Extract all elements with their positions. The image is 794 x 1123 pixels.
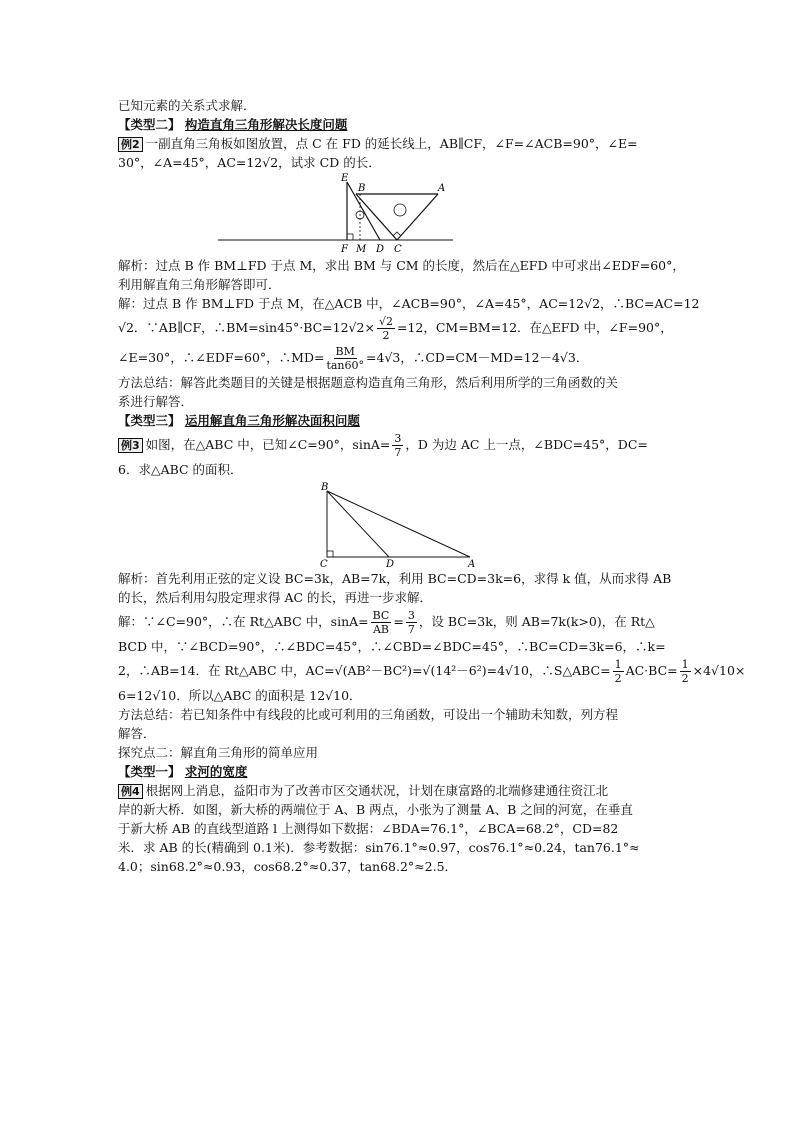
fraction-numerator: 1 — [681, 658, 689, 671]
segment-BD — [327, 491, 389, 557]
triangle-abc-diagram — [118, 479, 678, 569]
section2-problem-line2: 岸的新大桥．如图，新大桥的两端位于 A、B 两点，小张为了测量 A、B 之间的河宽，在垂直 — [118, 802, 633, 817]
fraction-denominator: 2 — [681, 672, 689, 685]
section2-problem-line4: 米．求 AB 的长(精确到 0.1米)．参考数据：sin76.1°≈0.97，cos76.1°≈0.24，tan76.1°≈ — [118, 840, 640, 855]
label-B: B — [358, 183, 366, 194]
type3-method-line1: 方法总结：若已知条件中有线段的比或可利用的三角函数，可设出一个辅助未知数，列方程 — [118, 707, 619, 722]
type3-solution-text1b: = — [393, 614, 404, 629]
label-B: B — [321, 482, 329, 493]
hole-large — [394, 204, 406, 216]
fraction-denominator: tan60° — [326, 359, 365, 372]
example-tag: 例4 — [118, 784, 143, 799]
label-C: C — [320, 559, 328, 569]
type3-heading-title: 运用解直角三角形解决面积问题 — [184, 413, 360, 428]
type3-solution-text1c: ，设 BC=3k，则 AB=7k(k>0)，在 Rt△ — [418, 614, 655, 629]
type3-solution-line1 — [118, 607, 678, 637]
fraction — [326, 345, 364, 372]
label-D: D — [376, 244, 385, 255]
type3-solution-text1a: 解：∵∠C=90°，∴在 Rt△ABC 中，sinA= — [118, 614, 369, 629]
type3-problem-line2: 6．求△ABC 的面积． — [118, 462, 243, 477]
type2-solution-line1: 解：过点 B 作 BM⊥FD 于点 M，在△ACB 中，∠ACB=90°，∠A=45°，AC=12√2，∴BC=AC=12 — [118, 296, 700, 311]
type2-heading — [118, 115, 678, 134]
segment-AC — [397, 194, 438, 240]
fraction-numerator: √2 — [378, 315, 393, 328]
label-M: M — [356, 244, 367, 255]
fraction-numerator: BC — [372, 609, 390, 622]
type3-solution-line2: BCD 中，∵∠BCD=90°，∴∠BDC=45°，∴∠CBD=∠BDC=45°，∴BC=CD=3k=6，∴k= — [118, 639, 666, 654]
type3-problem-line1 — [118, 430, 678, 460]
segment-BA — [327, 491, 470, 557]
section2-problem-line5: 4.0；sin68.2°≈0.93，cos68.2°≈0.37，tan68.2°≈2.5． — [118, 859, 458, 874]
fraction — [613, 658, 624, 685]
triangle-set-diagram — [118, 172, 678, 256]
type2-heading-title: 构造直角三角形解决长度问题 — [184, 117, 348, 132]
section2-heading-title: 求河的宽度 — [184, 764, 248, 779]
section2-problem-line1 — [118, 781, 678, 800]
label-D: D — [386, 559, 395, 569]
section2-heading-prefix: 【类型一】 — [118, 764, 181, 779]
type3-solution-text3b: AC·BC= — [625, 663, 678, 678]
type2-method-line2: 系进行解答． — [118, 394, 194, 409]
type3-analysis-line2: 的长，然后利用勾股定理求得 AC 的长，再进一步求解． — [118, 590, 433, 605]
document-page — [118, 96, 746, 876]
fraction-numerator: 1 — [614, 658, 622, 671]
fraction-denominator: AB — [372, 623, 390, 636]
type2-solution-text3b: =4√3，∴CD=CM－MD=12－4√3． — [366, 350, 589, 365]
type3-solution-line4: 6=12√10．所以△ABC 的面积是 12√10． — [118, 688, 362, 703]
type3-solution-text3c: ×4√10× — [692, 663, 746, 678]
type3-heading — [118, 411, 678, 430]
type2-solution-line3 — [118, 343, 678, 373]
fraction — [377, 315, 395, 342]
section2-problem-line3: 于新大桥 AB 的直线型道路 l 上测得如下数据：∠BDA=76.1°，∠BCA=68.2°，CD=82 — [118, 821, 619, 836]
type2-method-line1: 方法总结：解答此类题目的关键是根据题意构造直角三角形，然后利用所学的三角函数的关 — [118, 375, 619, 390]
type3-method-line2: 解答． — [118, 726, 156, 741]
label-A: A — [438, 183, 446, 194]
section2-heading — [118, 762, 678, 781]
fraction-numerator: BM — [335, 345, 355, 358]
type2-analysis-line2: 利用解直角三角形解答即可． — [118, 277, 281, 292]
type2-solution-text2b: =12，CM=BM=12．在△EFD 中，∠F=90°， — [396, 320, 673, 335]
type3-problem-text1b: ，D 为边 AC 上一点，∠BDC=45°，DC= — [405, 437, 648, 452]
example-tag: 例2 — [118, 137, 143, 152]
type3-heading-prefix: 【类型三】 — [118, 413, 181, 428]
type2-solution-line2 — [118, 313, 678, 343]
fraction-denominator: 2 — [614, 672, 622, 685]
fraction — [392, 432, 403, 459]
label-F: F — [341, 244, 348, 255]
fraction-denominator: 7 — [394, 446, 402, 459]
right-angle-C — [327, 551, 333, 557]
type2-problem-text1: 一副直角三角板如图放置，点 C 在 FD 的延长线上，AB∥CF，∠F=∠ACB=90°，∠E= — [145, 136, 638, 151]
fraction — [371, 609, 392, 636]
type2-analysis-line1: 解析：过点 B 作 BM⊥FD 于点 M，求出 BM 与 CM 的长度，然后在△EFD 中可求出∠EDF=60°， — [118, 258, 685, 273]
example-tag: 例3 — [118, 438, 143, 453]
right-angle-F — [347, 234, 353, 240]
section2-title: 探究点二：解直角三角形的简单应用 — [118, 745, 319, 760]
label-C: C — [394, 244, 402, 255]
type3-analysis-line1: 解析：首先利用正弦的定义设 BC=3k，AB=7k，利用 BC=CD=3k=6，求得 k 值，从而求得 AB — [118, 571, 672, 586]
fraction — [680, 658, 691, 685]
fraction-denominator: 7 — [407, 623, 415, 636]
fraction-denominator: 2 — [382, 329, 390, 342]
type2-heading-prefix: 【类型二】 — [118, 117, 181, 132]
type3-solution-line3 — [118, 656, 746, 686]
label-A: A — [468, 559, 476, 569]
section2-problem-text1: 根据网上消息，益阳市为了改善市区交通状况，计划在康富路的北端修建通往资江北 — [145, 783, 609, 798]
label-E: E — [341, 173, 349, 184]
type2-problem-line2: 30°，∠A=45°，AC=12√2，试求 CD 的长． — [118, 155, 381, 170]
type2-solution-text2a: √2．∵AB∥CF，∴BM=sin45°·BC=12√2× — [118, 320, 375, 335]
intro-tail: 已知元素的关系式求解． — [118, 98, 256, 113]
type2-figure — [118, 172, 678, 256]
type3-figure — [118, 479, 678, 569]
fraction-numerator: 3 — [407, 609, 415, 622]
fraction — [406, 609, 417, 636]
type3-problem-text1a: 如图，在△ABC 中，已知∠C=90°，sinA= — [145, 437, 391, 452]
right-angle-C — [393, 232, 401, 236]
type2-solution-text3a: ∠E=30°，∴∠EDF=60°，∴MD= — [118, 350, 325, 365]
type2-problem-line1 — [118, 134, 678, 153]
type3-solution-text3a: 2，∴AB=14．在 Rt△ABC 中，AC=√(AB²－BC²)=√(14²－6²)=4√10，∴S△ABC= — [118, 663, 611, 678]
fraction-numerator: 3 — [394, 432, 402, 445]
